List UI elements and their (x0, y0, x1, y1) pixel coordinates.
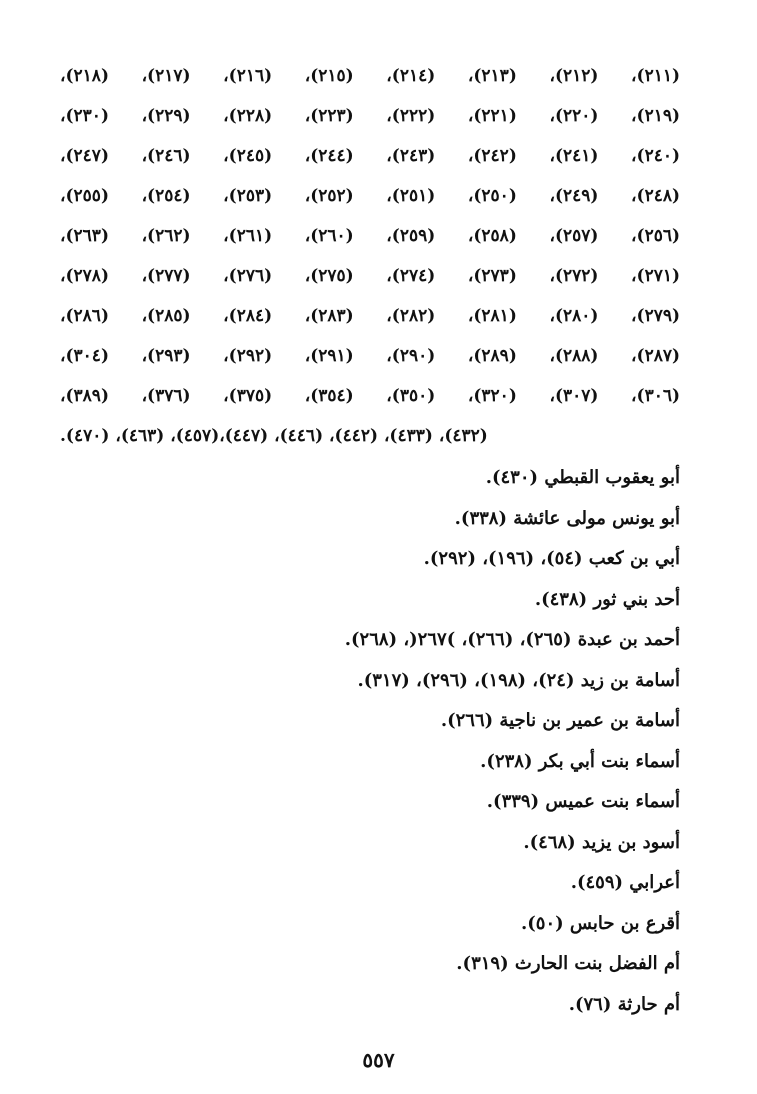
index-entry: أسامة بن عمير بن ناجية (٢٦٦). (440, 710, 680, 731)
index-entry: أسامة بن زيد (٢٤)، (١٩٨)، (٢٩٦)، (٣١٧). (357, 669, 680, 691)
index-entries (60, 458, 680, 1025)
index-entry: أبي بن كعب (٥٤)، (١٩٦)، (٢٩٢). (423, 548, 680, 569)
index-entry: أم الفضل بنت الحارث (٣١٩). (456, 953, 680, 974)
number-line: (٢٤٨)، (٢٤٩)، (٢٥٠)، (٢٥١)، (٢٥٢)، (٢٥٣)، (٢٥٤)، (٢٥٥)، (60, 186, 680, 206)
index-entry: أبو يعقوب القبطي (٤٣٠). (485, 467, 680, 488)
page-number: ٥٥٧ (362, 1048, 395, 1072)
index-entry: أسماء بنت عميس (٣٣٩). (486, 791, 680, 812)
index-entry: أحمد بن عبدة (٢٦٥)، (٢٦٦)، )٢٦٧(، (٢٦٨). (344, 629, 680, 650)
number-line: (٣٠٦)، (٣٠٧)، (٣٢٠)، (٣٥٠)، (٣٥٤)، (٣٧٥)، (٣٧٦)، (٣٨٩)، (60, 386, 680, 406)
number-line: (٢٥٦)، (٢٥٧)، (٢٥٨)، (٢٥٩)، (٢٦٠)، (٢٦١)، (٢٦٢)، (٢٦٣)، (60, 226, 680, 246)
number-line: (٢٨٧)، (٢٨٨)، (٢٨٩)، (٢٩٠)، (٢٩١)، (٢٩٢)، (٢٩٣)، (٣٠٤)، (60, 346, 680, 366)
index-page (60, 56, 680, 1025)
number-line: (٢١٩)، (٢٢٠)، (٢٢١)، (٢٢٢)، (٢٢٣)، (٢٢٨)، (٢٢٩)، (٢٣٠)، (60, 106, 680, 126)
index-entry: أعرابي (٤٥٩). (570, 872, 680, 893)
number-line: (٢٧١)، (٢٧٢)، (٢٧٣)، (٢٧٤)، (٢٧٥)، (٢٧٦)، (٢٧٧)، (٢٧٨)، (60, 266, 680, 286)
index-entry: أقرع بن حابس (٥٠). (520, 912, 680, 934)
index-entry: أسود بن يزيد (٤٦٨). (523, 831, 680, 853)
index-entry: أم حارثة (٧٦). (568, 993, 680, 1015)
number-line: (٢١١)، (٢١٢)، (٢١٣)، (٢١٤)، (٢١٥)، (٢١٦)، (٢١٧)، (٢١٨)، (60, 66, 680, 86)
continuation-numbers (60, 56, 680, 456)
index-entry: أسماء بنت أبي بكر (٢٣٨). (480, 750, 680, 772)
index-entry: أحد بني ثور (٤٣٨). (534, 588, 680, 610)
number-line-last: (٤٣٢)، (٤٣٣)، (٤٤٢)، (٤٤٦)، (٤٤٧)،(٤٥٧)، (٤٦٣)، (٤٧٠). (60, 426, 488, 446)
number-line: (٢٧٩)، (٢٨٠)، (٢٨١)، (٢٨٢)، (٢٨٣)، (٢٨٤)، (٢٨٥)، (٢٨٦)، (60, 306, 680, 326)
index-entry: أبو يونس مولى عائشة (٣٣٨). (454, 507, 680, 529)
number-line: (٢٤٠)، (٢٤١)، (٢٤٢)، (٢٤٣)، (٢٤٤)، (٢٤٥)، (٢٤٦)، (٢٤٧)، (60, 146, 680, 166)
